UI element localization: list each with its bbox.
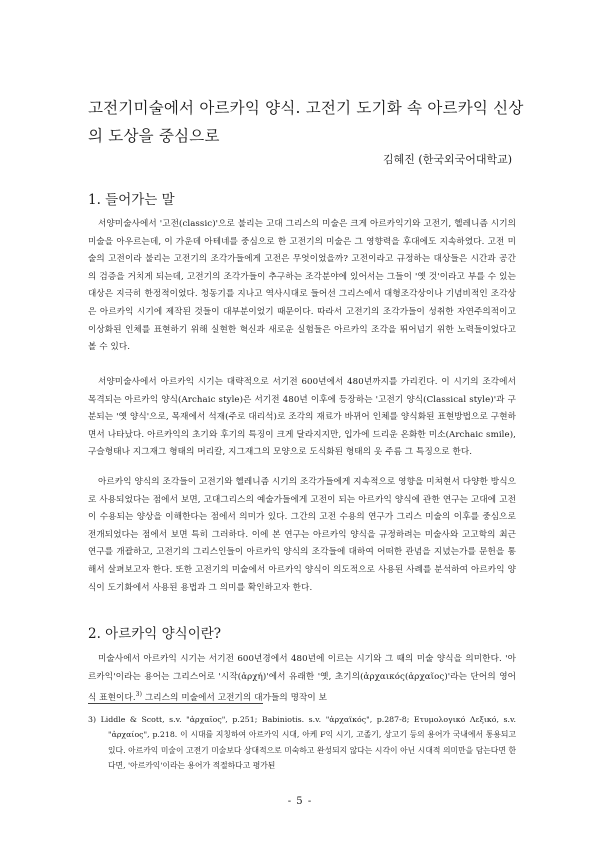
footnote-text: 3) Liddle & Scott, s.v. "ἀρχαῖος", p.251; Babiniotis. s.v. "ἀρχαϊκός", p.287-8; Ετυμολογικό Λεξικό, s.v. "ἀρχαίος", p.218. 이 시대를 지칭하여 아르카익 시대, 아케 F익 시기, 고졸기, 상고기 등의 용어가 국내에서 통용되고 있다. 아르카익 미술이 고전기 미술보다 상대적으로 미숙하고 완성되지 않다는 시각이 아닌 시대적 의미만을 담는다면 한다면, '아르카익'이라는 용어가 적절하다고 평가된 — [88, 715, 516, 771]
page-number: - 5 - — [287, 796, 313, 807]
footnote-divider — [88, 703, 263, 704]
author-affiliation: 김혜진 (한국외국어대학교) — [383, 153, 512, 166]
body-text: 그리스의 미술에서 고전기의 대가들의 명작이 보 — [144, 693, 328, 704]
body-paragraph: 아르카익 양식의 조각들이 고전기와 헬레니즘 시기의 조각가들에게 지속적으로 영향을 미쳐현서 다양한 방식으로 사용되었다는 점에서 보면, 고대그리스의 예술가들에게 고전이 되는 아르카익 양식에 관한 연구는 고대에 고전이 수용되는 양상을 이해한다는 점에서 의미가 있다. 그간의 고전 수용의 연구가 그리스 미술의 이후를 중심으로 전개되었다는 점에서 보면 특히 그러하다. 이에 본 연구는 아르카익 양식을 규정하려는 미술사와 고고학의 최근 연구를 개괄하고, 고전기의 그리스인들이 아르카익 양식의 조각들에 대하여 어떠한 관념을 지녔는가를 문헌을 통해서 살펴보고자 한다. 또한 고전기의 미술에서 아르카익 양식이 의도적으로 사용된 사례를 분석하여 아르카익 양식이 도기화에서 사용된 용법과 그 의미를 확인하고자 한다. — [88, 477, 516, 593]
body-text: 미술사에서 아르카익 시기는 서기전 600년경에서 480년에 이르는 시기와 그 때의 미술 양식을 의미한다. '아르카익'이라는 용어는 그리스어로 '시작(ἀρχή)'에서 유래한 '옛, 초기의(ἀρχαικός(ἀρχαῖος)'라는 단어의 영어식 표현이다. — [88, 654, 516, 704]
body-paragraph — [88, 651, 516, 708]
section-heading-introduction: 1. 들어가는 말 — [88, 192, 175, 208]
body-paragraph: 서양미술사에서 '고전(classic)'으로 불리는 고대 그리스의 미술은 크게 아르카익기와 고전기, 헬레니즘 시기의 미술을 아우르는데, 이 가운데 아테네를 중심으로 한 고전기의 미술은 그 영향력을 후대에도 지속하였다. 고전 미술의 고전이라 불리는 고전기의 조각가들에게 고전은 무엇이었을까? 고전이라고 규정하는 대상들은 시간과 공간의 검증을 거치게 되는데, 고전기의 조각가들이 추구하는 조각분야에 있어서는 그들이 '옛 것'이라고 부를 수 있는 대상은 지극히 한정적이었다. 청동기를 지나고 역사시대로 들어선 그리스에서 대형조각상이나 기념비적인 조각상은 아르카익 시기에 제작된 것들이 대부분이었기 때문이다. 따라서 고전기의 조각가들이 성취한 자연주의적이고 이상화된 인체를 표현하기 위해 실현한 혁신과 새로운 실험들은 아르카익 조각을 뛰어넘기 위한 노력들이었다고 볼 수 있다. — [88, 219, 516, 353]
paper-title: 고전기미술에서 아르카익 양식. 고전기 도기화 속 아르카익 신상의 도상을 중심으로 — [88, 99, 524, 145]
footnote-reference: 3) — [135, 691, 143, 699]
body-paragraph: 서양미술사에서 아르카익 시기는 대략적으로 서기전 600년에서 480년까지를 가리킨다. 이 시기의 조각에서 목격되는 아르카익 양식(Archaic style)은 서기전 480년 이후에 등장하는 '고전기 양식(Classical style)'과 구분되는 '옛 양식'으로, 목재에서 석재(주로 대리석)로 조각의 재료가 바뀌어 인체를 양식화된 표현방법으로 구현하면서 나타났다. 아르카익의 초기와 후기의 특징이 크게 달라지지만, 입가에 드리운 온화한 미소(Archaic smile), 구슬형태나 지그재그 형태의 머리칼, 지그재그의 모양으로 도식화된 형태의 옷 주름 그 특징으로 한다. — [88, 377, 516, 458]
section-heading-archaic-style: 2. 아르카익 양식이란? — [88, 626, 222, 642]
